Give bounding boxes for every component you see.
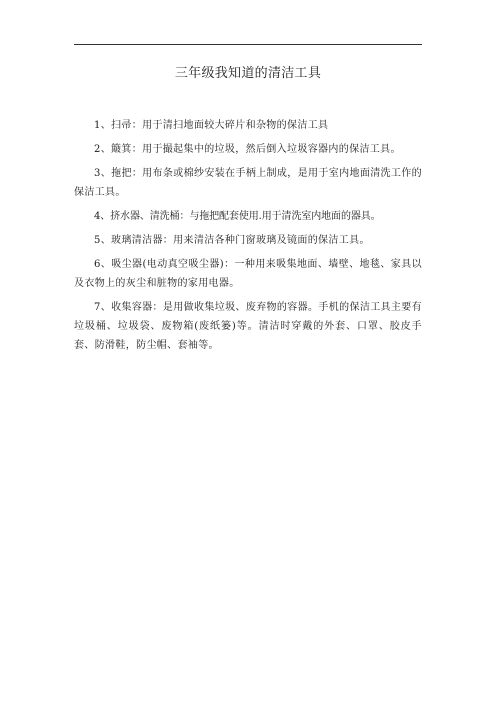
paragraph-broom: 1、扫帚：用于清扫地面较大碎片和杂物的保洁工具 <box>94 120 329 131</box>
document-body <box>74 116 422 360</box>
paragraph-mop: 3、拖把：用布条或棉纱安装在手柄上制成，是用于室内地面清洗工作的保洁工具。 <box>74 168 422 198</box>
paragraph-wringer-bucket: 4、挤水器、清洗桶：与拖把配套使用.用于清洗室内地面的器具。 <box>94 211 381 222</box>
paragraph-vacuum-cleaner: 6、吸尘器(电动真空吸尘器)：一种用来吸集地面、墙壁、地毯、家具以及衣物上的灰尘和脏物的家用电器。 <box>74 259 422 289</box>
header-rule <box>74 44 422 45</box>
paragraph-collection-container: 7、收集容器：是用做收集垃圾、废弃物的容器。手机的保洁工具主要有垃圾桶、垃圾袋、废物箱(废纸篓)等。清洁时穿戴的外套、口罩、胶皮手套、防滑鞋，防尘帽、套袖等。 <box>74 302 422 351</box>
paragraph-glass-cleaner: 5、玻璃清洁器：用来清洁各种门窗玻璃及镜面的保洁工具。 <box>94 235 370 246</box>
document-title: 三年级我知道的清洁工具 <box>174 66 322 81</box>
paragraph-dustpan: 2、簸箕：用于撮起集中的垃圾，然后倒入垃圾容器内的保洁工具。 <box>94 144 401 155</box>
